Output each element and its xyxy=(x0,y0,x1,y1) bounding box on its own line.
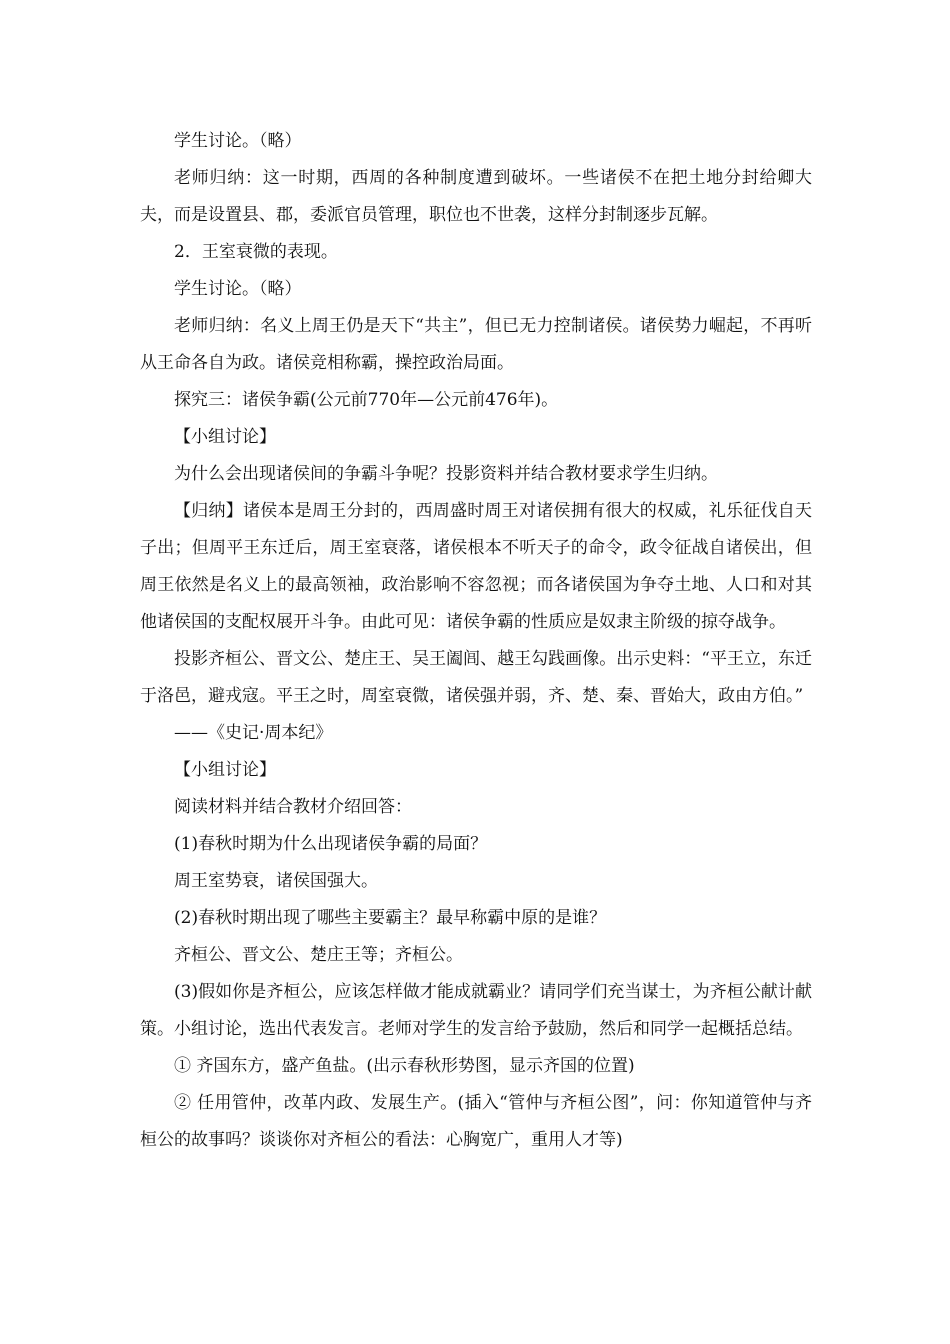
paragraph-answer-2: 齐桓公、晋文公、楚庄王等；齐桓公。 xyxy=(174,945,463,965)
paragraph-student-discussion-1: 学生讨论。（略） xyxy=(174,131,302,151)
paragraph-question-hegemony: 为什么会出现诸侯间的争霸斗争呢？投影资料并结合教材要求学生归纳。 xyxy=(174,464,718,484)
paragraph-teacher-summary-2: 老师归纳：名义上周王仍是天下“共主”，但已无力控制诸侯。诸侯势力崛起，不再听从王命各自为政。诸侯竞相称霸，操控政治局面。 xyxy=(140,316,812,373)
paragraph-historical-source: 投影齐桓公、晋文公、楚庄王、吴王阖闾、越王勾践画像。出示史料：“平王立，东迁于洛邑，避戎寇。平王之时，周室衰微，诸侯强并弱，齐、楚、秦、晋始大，政由方伯。” xyxy=(140,649,812,706)
paragraph-reading-instruction: 阅读材料并结合教材介绍回答： xyxy=(174,797,412,817)
paragraph-subheading-royal-decline: 2．王室衰微的表现。 xyxy=(174,242,338,262)
paragraph-summary-hegemony: 【归纳】诸侯本是周王分封的，西周盛时周王对诸侯拥有很大的权威，礼乐征伐自天子出；但周平王东迁后，周王室衰落，诸侯根本不听天子的命令，政令征战自诸侯出，但周王依然是名义上的最高领袖，政治影响不容忽视；而各诸侯国为争夺土地、人口和对其他诸侯国的支配权展开斗争。由此可见：诸侯争霸的性质应是奴隶主阶级的掠夺战争。 xyxy=(140,501,812,632)
paragraph-teacher-summary-1: 老师归纳：这一时期，西周的各种制度遭到破坏。一些诸侯不在把土地分封给卿大夫，而是设置县、郡，委派官员管理，职位也不世袭，这样分封制逐步瓦解。 xyxy=(140,168,812,225)
paragraph-group-discussion-heading-2: 【小组讨论】 xyxy=(174,760,276,780)
paragraph-point-1: ① 齐国东方，盛产鱼盐。(出示春秋形势图，显示齐国的位置) xyxy=(174,1056,635,1076)
paragraph-student-discussion-2: 学生讨论。（略） xyxy=(174,279,302,299)
paragraph-question-3: (3)假如你是齐桓公，应该怎样做才能成就霸业？请同学们充当谋士，为齐桓公献计献策。小组讨论，选出代表发言。老师对学生的发言给予鼓励，然后和同学一起概括总结。 xyxy=(140,982,812,1039)
paragraph-inquiry-three: 探究三：诸侯争霸(公元前770年—公元前476年)。 xyxy=(174,390,559,410)
paragraph-question-2: (2)春秋时期出现了哪些主要霸主？最早称霸中原的是谁？ xyxy=(174,908,607,928)
paragraph-point-2: ② 任用管仲，改革内政、发展生产。(插入“管仲与齐桓公图”，问：你知道管仲与齐桓公的故事吗？谈谈你对齐桓公的看法：心胸宽广，重用人才等) xyxy=(140,1093,812,1150)
source-citation: ——《史记·周本纪》 xyxy=(174,723,333,743)
paragraph-group-discussion-heading-1: 【小组讨论】 xyxy=(174,427,276,447)
document-body xyxy=(140,123,812,1159)
paragraph-question-1: (1)春秋时期为什么出现诸侯争霸的局面？ xyxy=(174,834,488,854)
paragraph-answer-1: 周王室势衰，诸侯国强大。 xyxy=(174,871,378,891)
